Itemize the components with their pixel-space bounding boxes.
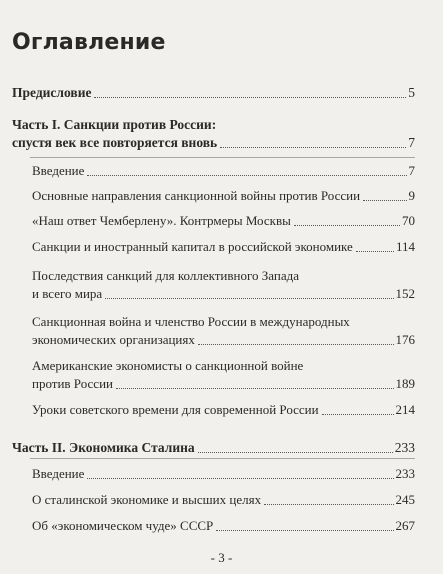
dot-leader [363, 200, 406, 201]
toc-page-number: 233 [394, 440, 415, 455]
toc-page-number: 114 [395, 239, 415, 254]
toc-page-number: 5 [408, 85, 415, 100]
toc-entry [32, 465, 415, 483]
dot-leader [198, 344, 394, 345]
toc-entry [32, 187, 415, 205]
toc-entry [32, 212, 415, 230]
toc-page-number: 70 [402, 213, 415, 228]
toc-entry-text: «Наш ответ Чемберлену». Контрмеры Москвы [32, 213, 291, 228]
dot-leader [105, 298, 393, 299]
toc-page-number: 9 [408, 188, 415, 203]
toc-page-number: 176 [395, 332, 415, 347]
page-number-footer: - 3 - [210, 550, 233, 565]
toc-entry-text: спустя век все повторяется вновь [12, 135, 218, 150]
dot-leader [198, 452, 393, 453]
toc-entry [32, 517, 415, 535]
toc-entry [32, 267, 415, 303]
dot-leader [322, 414, 394, 415]
toc-entry-text-line1: Часть I. Санкции против России: [12, 117, 217, 132]
toc-entry [32, 238, 415, 256]
dot-leader [220, 147, 406, 148]
toc-page-number: 233 [395, 466, 415, 481]
toc-entry-text: Об «экономическом чуде» СССР [32, 518, 214, 533]
toc-entry [32, 357, 415, 393]
toc-page-number: 267 [395, 518, 415, 533]
divider-line [30, 458, 415, 459]
toc-page-number: 152 [395, 286, 415, 301]
toc-entry-text: Уроки советского времени для современной России [32, 402, 319, 417]
dot-leader [264, 504, 393, 505]
toc-entry-text: Основные направления санкционной войны против России [32, 188, 361, 203]
toc-page-number: 7 [408, 163, 415, 178]
toc-entry [32, 401, 415, 419]
toc-entry-text: экономических организациях [32, 332, 195, 347]
dot-leader [87, 175, 406, 176]
toc-page-number: 189 [395, 376, 415, 391]
dot-leader [116, 388, 394, 389]
toc-entry-text: и всего мира [32, 286, 103, 301]
toc-entry-text-line1: Американские экономисты о санкционной войне [32, 358, 304, 373]
toc-entry-text: О сталинской экономике и высших целях [32, 492, 262, 507]
toc-page-number: 245 [395, 492, 415, 507]
toc-entry-text: Часть II. Экономика Сталина [12, 440, 195, 455]
toc-entry-text: Введение [32, 466, 85, 481]
dot-leader [87, 478, 393, 479]
dot-leader [356, 251, 394, 252]
dot-leader [94, 97, 406, 98]
toc-entry [32, 162, 415, 180]
toc-page-number: 7 [408, 135, 415, 150]
toc-entry-text-line1: Санкционная война и членство России в международных [32, 314, 350, 329]
toc-entry [32, 313, 415, 349]
toc-entry-part-2 [12, 439, 415, 457]
toc-title: Оглавление [12, 30, 166, 55]
toc-entry-text: Введение [32, 163, 85, 178]
dot-leader [216, 530, 393, 531]
dot-leader [294, 225, 400, 226]
toc-page-number: 214 [395, 402, 415, 417]
toc-entry-preface [12, 84, 415, 102]
toc-entry-text-line1: Последствия санкций для коллективного Запада [32, 268, 299, 283]
toc-entry-text: против России [32, 376, 113, 391]
toc-entry [32, 491, 415, 509]
toc-entry-part-1 [12, 116, 415, 152]
toc-entry-text: Санкции и иностранный капитал в российской экономике [32, 239, 353, 254]
toc-entry-text: Предисловие [12, 85, 92, 100]
divider-line [30, 157, 415, 158]
